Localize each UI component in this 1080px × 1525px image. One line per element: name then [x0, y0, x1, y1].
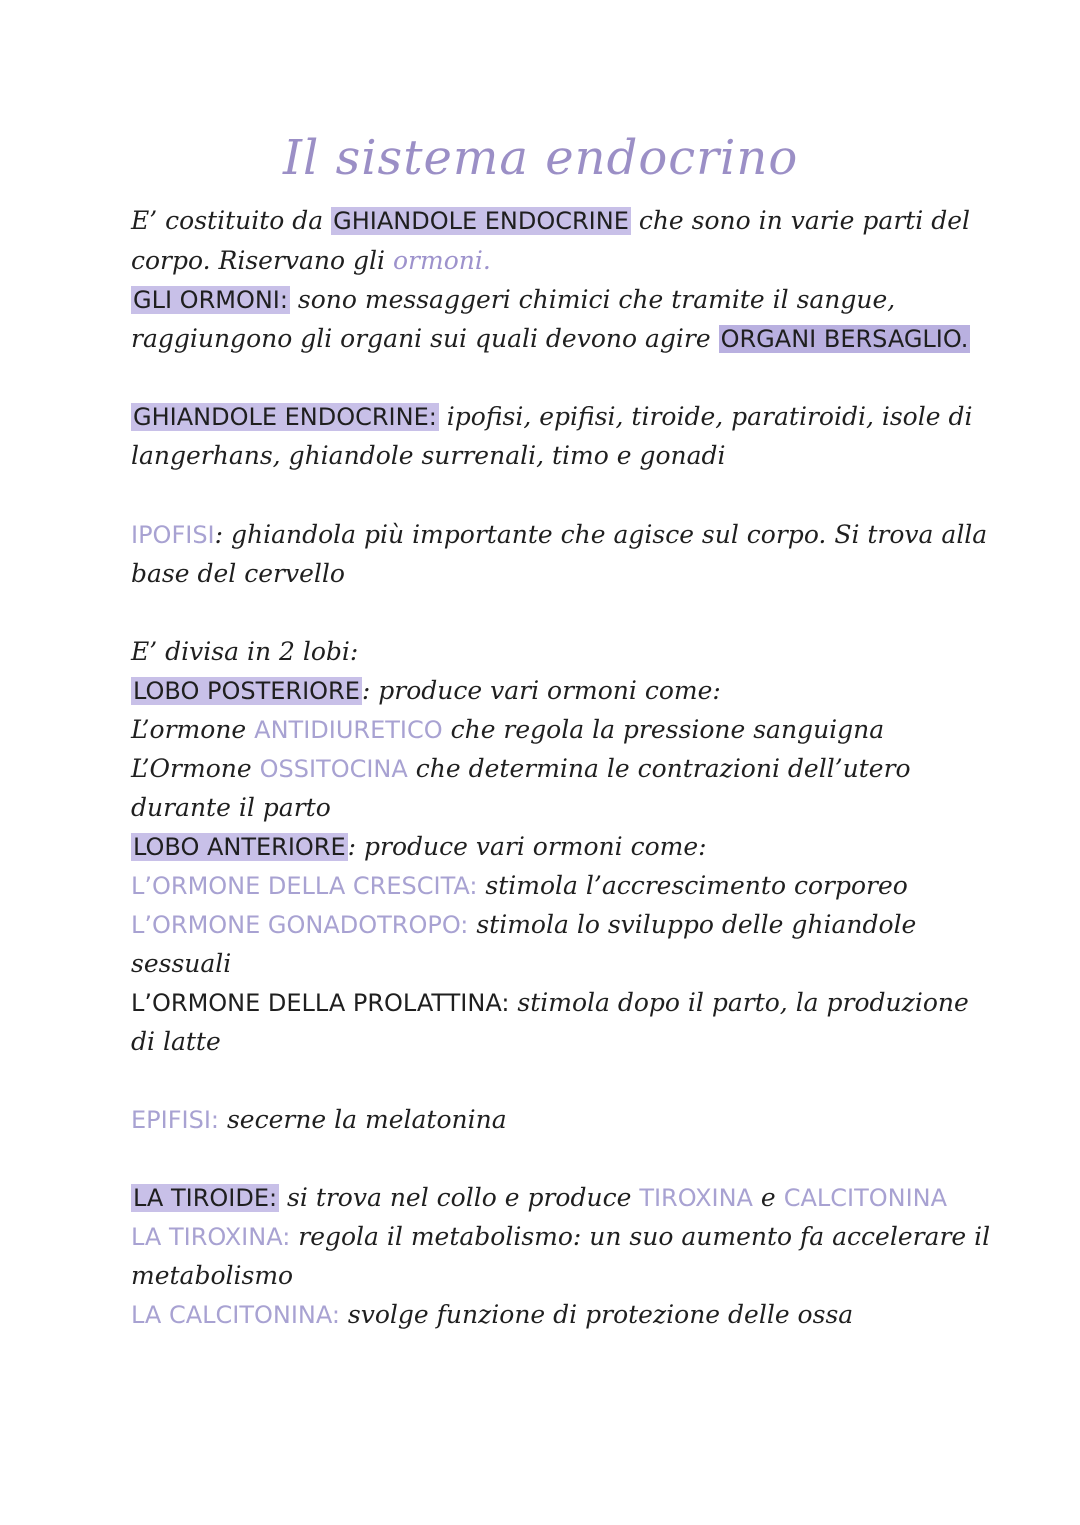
keyword-ormone-crescita: L’ORMONE DELLA CRESCITA:	[131, 872, 478, 900]
keyword-antidiuretico: ANTIDIURETICO	[254, 716, 443, 744]
highlight-lobo-posteriore: LOBO POSTERIORE	[133, 677, 360, 705]
text-line: GLI ORMONI: sono messaggeri chimici che tramite il sangue,	[133, 285, 896, 314]
text-line: LA TIROXINA: regola il metabolismo: un suo aumento fa accelerare il	[131, 1222, 991, 1251]
keyword-ormoni: ormoni.	[392, 246, 491, 275]
keyword-ormone-gonadotropo: L’ORMONE GONADOTROPO:	[131, 911, 469, 939]
text-line: E’ divisa in 2 lobi:	[131, 637, 359, 666]
text-line: GHIANDOLE ENDOCRINE: ipofisi, epifisi, tiroide, paratiroidi, isole di	[133, 402, 973, 431]
text-line: L’Ormone OSSITOCINA che determina le contrazioni dell’utero	[131, 754, 911, 783]
text-line: raggiungono gli organi sui quali devono agire ORGANI BERSAGLIO.	[131, 324, 969, 353]
keyword-calcitonina: CALCITONINA	[783, 1184, 948, 1212]
text-line: E’ costituito da GHIANDOLE ENDOCRINE che sono in varie parti del	[131, 206, 971, 235]
highlight-ghiandole-endocrine: GHIANDOLE ENDOCRINE	[333, 207, 629, 235]
highlight-organi-bersaglio: ORGANI BERSAGLIO.	[720, 325, 969, 353]
text-line: di latte	[131, 1027, 221, 1056]
text-line: langerhans, ghiandole surrenali, timo e gonadi	[131, 441, 726, 470]
highlight-ghiandole-endocrine-list: GHIANDOLE ENDOCRINE:	[133, 403, 437, 431]
text-line: L’ORMONE DELLA PROLATTINA: stimola dopo il parto, la produzione	[131, 988, 969, 1017]
text-line: LA CALCITONINA: svolge funzione di protezione delle ossa	[131, 1300, 854, 1329]
text-line: base del cervello	[131, 559, 345, 588]
text-line: L’ormone ANTIDIURETICO che regola la pressione sanguigna	[131, 715, 885, 744]
text-line: corpo. Riservano gli ormoni.	[131, 246, 491, 275]
text-line: IPOFISI: ghiandola più importante che agisce sul corpo. Si trova alla	[131, 520, 988, 549]
text-line: EPIFISI: secerne la melatonina	[131, 1105, 507, 1134]
keyword-epifisi: EPIFISI:	[131, 1106, 219, 1134]
text-line: sessuali	[131, 949, 232, 978]
text-line: metabolismo	[131, 1261, 294, 1290]
text-line: LA TIROIDE: si trova nel collo e produce TIROXINA e CALCITONINA	[133, 1183, 948, 1212]
keyword-ipofisi: IPOFISI	[131, 521, 215, 549]
keyword-tiroxina: TIROXINA	[639, 1184, 753, 1212]
highlight-la-tiroide: LA TIROIDE:	[133, 1184, 278, 1212]
highlight-lobo-anteriore: LOBO ANTERIORE	[133, 833, 346, 861]
keyword-ormone-prolattina: L’ORMONE DELLA PROLATTINA:	[131, 989, 510, 1017]
keyword-ossitocina: OSSITOCINA	[259, 755, 408, 783]
highlight-gli-ormoni: GLI ORMONI:	[133, 286, 288, 314]
keyword-la-calcitonina: LA CALCITONINA:	[131, 1301, 340, 1329]
text-line: L’ORMONE DELLA CRESCITA: stimola l’accrescimento corporeo	[131, 871, 908, 900]
text-line: LOBO POSTERIORE: produce vari ormoni come:	[133, 676, 721, 705]
text-line: durante il parto	[131, 793, 331, 822]
keyword-la-tiroxina: LA TIROXINA:	[131, 1223, 291, 1251]
text-line: L’ORMONE GONADOTROPO: stimola lo sviluppo delle ghiandole	[131, 910, 917, 939]
text-line: LOBO ANTERIORE: produce vari ormoni come:	[133, 832, 707, 861]
page-title: Il sistema endocrino	[283, 130, 799, 186]
